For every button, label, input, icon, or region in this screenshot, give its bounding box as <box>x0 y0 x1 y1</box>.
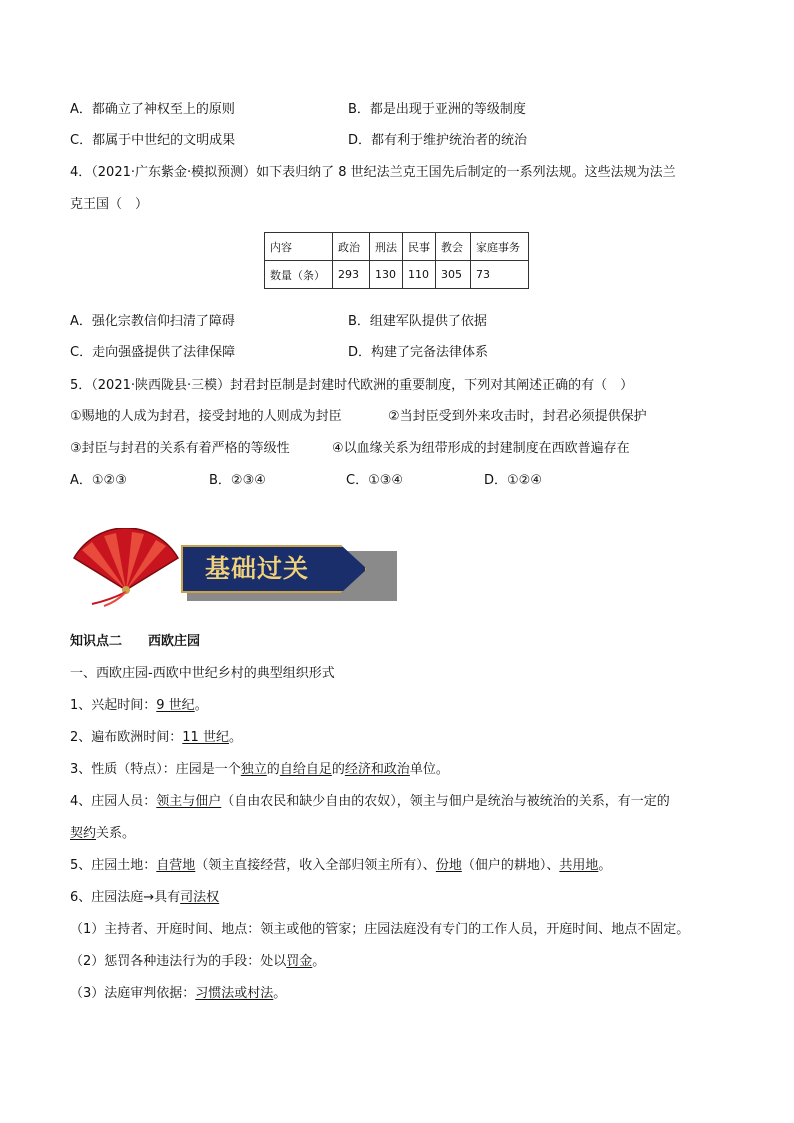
table-cell: 110 <box>403 261 436 289</box>
table-cell: 教会 <box>436 233 471 261</box>
table-cell: 73 <box>471 261 529 289</box>
q4-option-c: C．走向强盛提供了法律保障 <box>70 345 236 360</box>
regulations-table <box>264 232 529 289</box>
q5-option-b: B．②③④ <box>209 473 266 488</box>
table-cell: 305 <box>436 261 471 289</box>
table-cell: 数量（条） <box>265 261 333 289</box>
q5-statement-3: ③封臣与封君的关系有着严格的等级性 <box>70 441 290 456</box>
item-6-sub-2: （2）惩罚各种违法行为的手段：处以罚金。 <box>70 954 326 969</box>
item-6-sub-1: （1）主持者、开庭时间、地点：领主或他的管家；庄园法庭没有专门的工作人员，开庭时间、地点不固定。 <box>70 922 690 937</box>
table-header-row <box>265 233 529 261</box>
q4-option-d: D．构建了完备法律体系 <box>348 345 489 360</box>
q3-option-d: D．都有利于维护统治者的统治 <box>348 133 528 148</box>
q5-statement-4: ④以血缘关系为纽带形成的封建制度在西欧普遍存在 <box>332 441 630 456</box>
q5-option-c: C．①③④ <box>346 473 404 488</box>
q4-option-a: A．强化宗教信仰扫清了障碍 <box>70 314 235 329</box>
item-2: 2、遍布欧洲时间：11 世纪。 <box>70 730 242 745</box>
q3-option-c: C．都属于中世纪的文明成果 <box>70 133 236 148</box>
knowledge-point-heading: 知识点二 西欧庄园 <box>70 634 201 649</box>
fan-icon <box>70 528 182 608</box>
q5-option-d: D．①②④ <box>484 473 542 488</box>
table-cell: 130 <box>370 261 403 289</box>
table-cell: 家庭事务 <box>471 233 529 261</box>
q5-statement-1: ①赐地的人成为封君，接受封地的人则成为封臣 <box>70 409 342 424</box>
item-3: 3、性质（特点）：庄园是一个独立的自给自足的经济和政治单位。 <box>70 762 449 777</box>
item-6-sub-3: （3）法庭审判依据：习惯法或村法。 <box>70 986 287 1001</box>
banner-title: 基础过关 <box>205 554 310 583</box>
table-cell: 内容 <box>265 233 333 261</box>
section-subheading: 一、西欧庄园-西欧中世纪乡村的典型组织形式 <box>70 666 335 681</box>
q4-option-b: B．组建军队提供了依据 <box>348 314 487 329</box>
table-cell: 刑法 <box>370 233 403 261</box>
table-cell: 293 <box>333 261 370 289</box>
item-4-continued: 契约关系。 <box>70 826 136 841</box>
item-5: 5、庄园土地：自营地（领主直接经营，收入全部归领主所有）、份地（佃户的耕地）、共用地。 <box>70 858 612 873</box>
table-row <box>265 261 529 289</box>
table-cell: 政治 <box>333 233 370 261</box>
item-1: 1、兴起时间：9 世纪。 <box>70 698 208 713</box>
q4-stem-line1: 4．（2021·广东紫金·模拟预测）如下表归纳了 8 世纪法兰克王国先后制定的一系列法规。这些法规为法兰 <box>70 165 676 180</box>
q3-option-a: A．都确立了神权至上的原则 <box>70 102 235 117</box>
q4-stem-line2: 克王国（ ） <box>70 197 149 212</box>
item-4: 4、庄园人员：领主与佃户（自由农民和缺少自由的农奴），领主与佃户是统治与被统治的关系，有一定的 <box>70 794 670 809</box>
q5-option-a: A．①②③ <box>70 473 127 488</box>
q5-statement-2: ②当封臣受到外来攻击时，封君必须提供保护 <box>388 409 647 424</box>
table-cell: 民事 <box>403 233 436 261</box>
q5-stem: 5．（2021·陕西陇县·三模）封君封臣制是封建时代欧洲的重要制度，下列对其阐述正确的有（ ） <box>70 378 634 393</box>
q3-option-b: B．都是出现于亚洲的等级制度 <box>348 102 526 117</box>
item-6: 6、庄园法庭→具有司法权 <box>70 890 220 905</box>
